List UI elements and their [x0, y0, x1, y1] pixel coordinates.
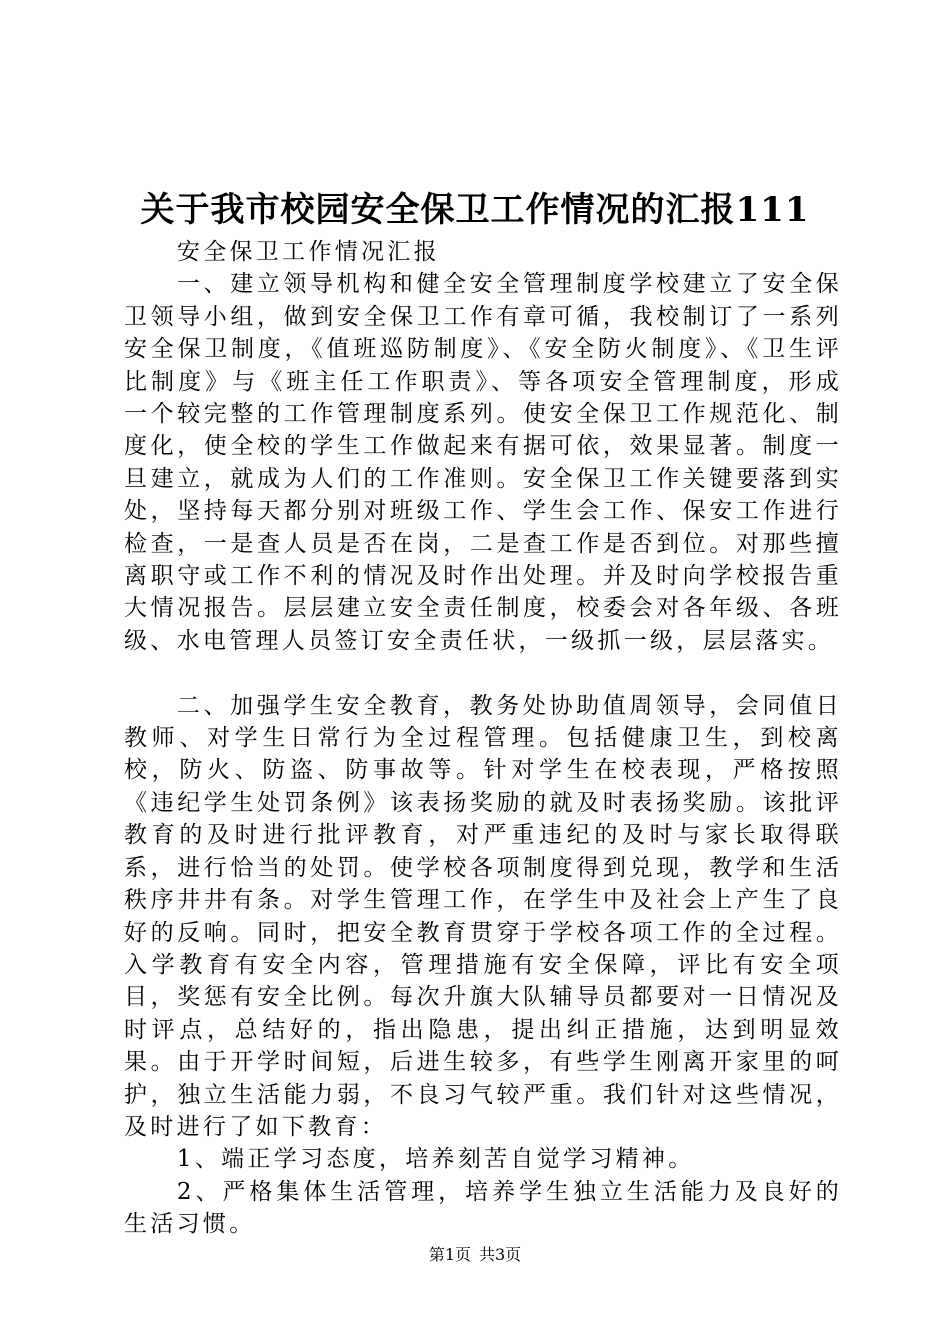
- paragraph-item-1: 1、端正学习态度，培养刻苦自觉学习精神。: [176, 1146, 695, 1173]
- page-total: 共3页: [479, 1245, 522, 1264]
- paragraph-section-2: 二、加强学生安全教育，教务处协助值周领导，会同值日教师、对学生日常行为全过程管理。包括健康卫生，到校离校，防火、防盗、防事故等。针对学生在校表现，严格按照《违纪学生处罚条例》该表扬奖励的就及时表扬奖励。该批评教育的及时进行批评教育，对严重违纪的及时与家长取得联系，进行恰当的处罚。使学校各项制度得到兑现，教学和生活秩序井井有条。对学生管理工作，在学生中及社会上产生了良好的反响。同时，把安全教育贯穿于学校各项工作的全过程。入学教育有安全内容，管理措施有安全保障，评比有安全项目，奖惩有安全比例。每次升旗大队辅导员都要对一日情况及时评点，总结好的，指出隐患，提出纠正措施，达到明显效果。由于开学时间短，后进生较多，有些学生刚离开家里的呵护，独立生活能力弱，不良习气较严重。我们针对这些情况，及时进行了如下教育：: [124, 692, 842, 1140]
- document-title: 关于我市校园安全保卫工作情况的汇报111: [140, 190, 810, 230]
- page-footer: [0, 1244, 950, 1266]
- paragraph-section-1: 一、建立领导机构和健全安全管理制度学校建立了安全保卫领导小组，做到安全保卫工作有章可循，我校制订了一系列安全保卫制度，《值班巡防制度》、《安全防火制度》、《卫生评比制度》与《班主任工作职责》、等各项安全管理制度，形成一个较完整的工作管理制度系列。使安全保卫工作规范化、制度化，使全校的学生工作做起来有据可依，效果显著。制度一旦建立，就成为人们的工作准则。安全保卫工作关键要落到实处，坚持每天都分别对班级工作、学生会工作、保安工作进行检查，一是查人员是否在岗，二是查工作是否到位。对那些擅离职守或工作不利的情况及时作出处理。并及时向学校报告重大情况报告。层层建立安全责任制度，校委会对各年级、各班级、水电管理人员签订安全责任状，一级抓一级，层层落实。: [124, 271, 842, 654]
- paragraph-subtitle: 安全保卫工作情况汇报: [176, 239, 440, 265]
- document-body: [124, 236, 842, 1241]
- paragraph-item-2: 2、严格集体生活管理，培养学生独立生活能力及良好的生活习惯。: [124, 1178, 842, 1238]
- page-number: 第1页: [428, 1245, 471, 1264]
